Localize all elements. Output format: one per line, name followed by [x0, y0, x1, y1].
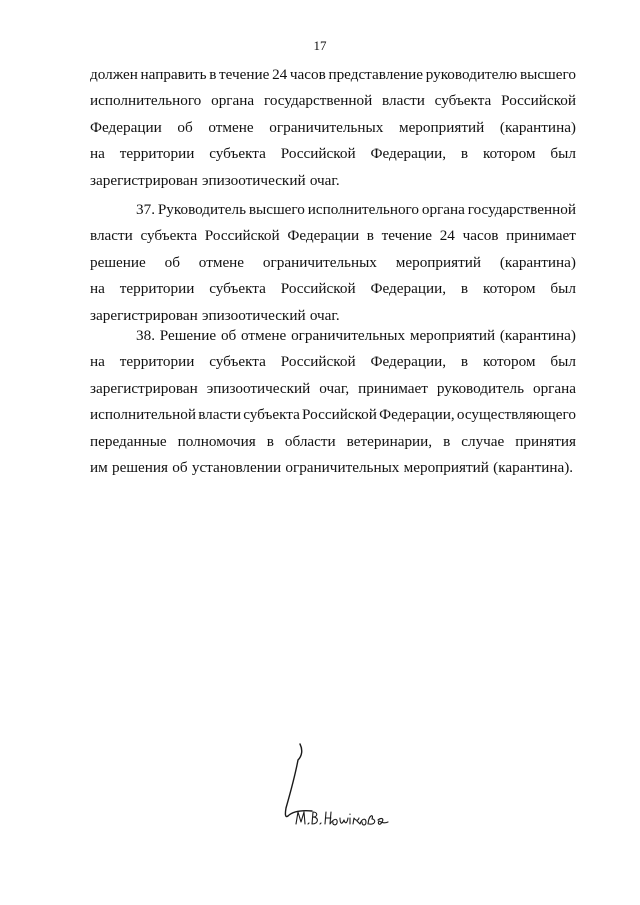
word: установлении [191, 458, 282, 476]
word: в [266, 432, 274, 450]
word: (карантина) [499, 327, 576, 344]
word: полномочия [177, 432, 256, 450]
word: мероприятий [395, 253, 482, 271]
word: 38. [136, 327, 155, 344]
word: ограничительных [262, 253, 377, 271]
word: области [284, 432, 336, 450]
word: зарегистрирован [90, 306, 198, 324]
page-number: 17 [313, 38, 327, 53]
paragraph-36-continuation [90, 62, 576, 194]
word: 24 [439, 227, 455, 245]
word: отмене [198, 253, 245, 271]
text-line [90, 88, 576, 114]
word: часов [289, 66, 326, 83]
word: руководитель [436, 379, 524, 397]
word: эпизоотический [206, 379, 311, 397]
word: на [90, 145, 105, 163]
word: об [164, 253, 180, 271]
word: течение [381, 227, 433, 245]
word: принимает [506, 227, 576, 245]
word: государственной [467, 201, 576, 218]
text-line [90, 197, 576, 223]
word: Российской [280, 353, 356, 371]
word: на [90, 353, 105, 371]
text-line [90, 223, 576, 249]
word: мероприятий [398, 118, 485, 136]
word: мероприятий [403, 458, 489, 476]
word: в [460, 353, 469, 371]
word: Федерации [287, 227, 360, 245]
text-line [90, 115, 576, 141]
word: в [460, 280, 469, 298]
word: власти [198, 406, 241, 424]
word: отмене [241, 327, 287, 344]
word: очаг. [309, 171, 340, 189]
word: органа [211, 92, 255, 110]
word: мероприятий [409, 327, 496, 344]
word: об [177, 118, 193, 136]
word: субъекта [209, 353, 266, 371]
word: исполнительной [90, 406, 196, 424]
word: (карантина) [499, 118, 576, 136]
word: Руководитель [157, 201, 247, 218]
text-line [90, 376, 576, 402]
word: представление [328, 66, 424, 83]
signature-drawing [278, 738, 398, 828]
word: субъекта [209, 145, 266, 163]
word: переданные [90, 432, 167, 450]
word: власти [382, 92, 425, 110]
text-line [90, 276, 576, 302]
word: (карантина). [493, 458, 574, 476]
word: котором [482, 145, 536, 163]
word: принятия [515, 432, 576, 450]
word: субъекта [243, 406, 300, 424]
text-line [90, 168, 576, 194]
word: очаг. [309, 306, 340, 324]
word: территории [119, 353, 195, 371]
word: высшего [248, 201, 305, 218]
word: Федерации, [370, 280, 447, 298]
word: территории [119, 280, 195, 298]
word: ограничительных [269, 118, 384, 136]
word: высшего [519, 66, 576, 83]
word: ветеринарии, [346, 432, 433, 450]
word: органа [421, 201, 465, 218]
text-line [90, 323, 576, 349]
text-line [90, 62, 576, 88]
word: течение [219, 66, 270, 83]
word: Решение [159, 327, 217, 344]
word: Российской [280, 280, 356, 298]
word: решения [112, 458, 169, 476]
text-line [90, 349, 576, 375]
word: котором [482, 353, 536, 371]
word: 24 [272, 66, 288, 83]
word: направить [140, 66, 207, 83]
word: территории [119, 145, 195, 163]
word: был [550, 353, 576, 371]
word: принимает [358, 379, 428, 397]
text-line [90, 141, 576, 167]
word: субъекта [434, 92, 492, 110]
word: в [366, 227, 374, 245]
word: эпизоотический [202, 306, 306, 324]
word: эпизоотический [202, 171, 306, 189]
word: власти [90, 227, 133, 245]
word: 37. [136, 201, 155, 218]
paragraph-38 [90, 323, 576, 481]
word: ограничительных [285, 458, 400, 476]
word: был [550, 280, 576, 298]
text-line [90, 455, 576, 481]
word: руководителю [425, 66, 518, 83]
handwritten-signature [278, 738, 398, 828]
word: государственной [263, 92, 373, 110]
word: Российской [302, 406, 377, 424]
word: органа [532, 379, 576, 397]
word: был [550, 145, 576, 163]
word: Российской [280, 145, 356, 163]
word: решение [90, 253, 146, 271]
word: котором [482, 280, 536, 298]
word: об [220, 327, 237, 344]
word: Федерации, [370, 353, 447, 371]
text-line [90, 429, 576, 455]
word: в [460, 145, 469, 163]
word: субъекта [140, 227, 198, 245]
text-line [90, 402, 576, 428]
word: Федерации [90, 118, 162, 136]
word: Российской [204, 227, 280, 245]
word: на [90, 280, 105, 298]
word: отмене [208, 118, 254, 136]
word: субъекта [209, 280, 266, 298]
word: осуществляющего [456, 406, 576, 424]
word: исполнительного [90, 92, 202, 110]
word: исполнительного [307, 201, 419, 218]
word: зарегистрирован [90, 379, 198, 397]
word: (карантина) [499, 253, 576, 271]
text-line [90, 250, 576, 276]
word: зарегистрирован [90, 171, 198, 189]
word: очаг, [319, 379, 350, 397]
word: часов [462, 227, 499, 245]
word: должен [90, 66, 138, 83]
word: Российской [501, 92, 576, 110]
word: в [443, 432, 451, 450]
word: об [172, 458, 188, 476]
word: Федерации, [370, 145, 447, 163]
paragraph-37 [90, 197, 576, 329]
word: случае [461, 432, 505, 450]
word: им [90, 458, 108, 476]
word: ограничительных [291, 327, 406, 344]
word: в [209, 66, 217, 83]
word: Федерации, [379, 406, 455, 424]
